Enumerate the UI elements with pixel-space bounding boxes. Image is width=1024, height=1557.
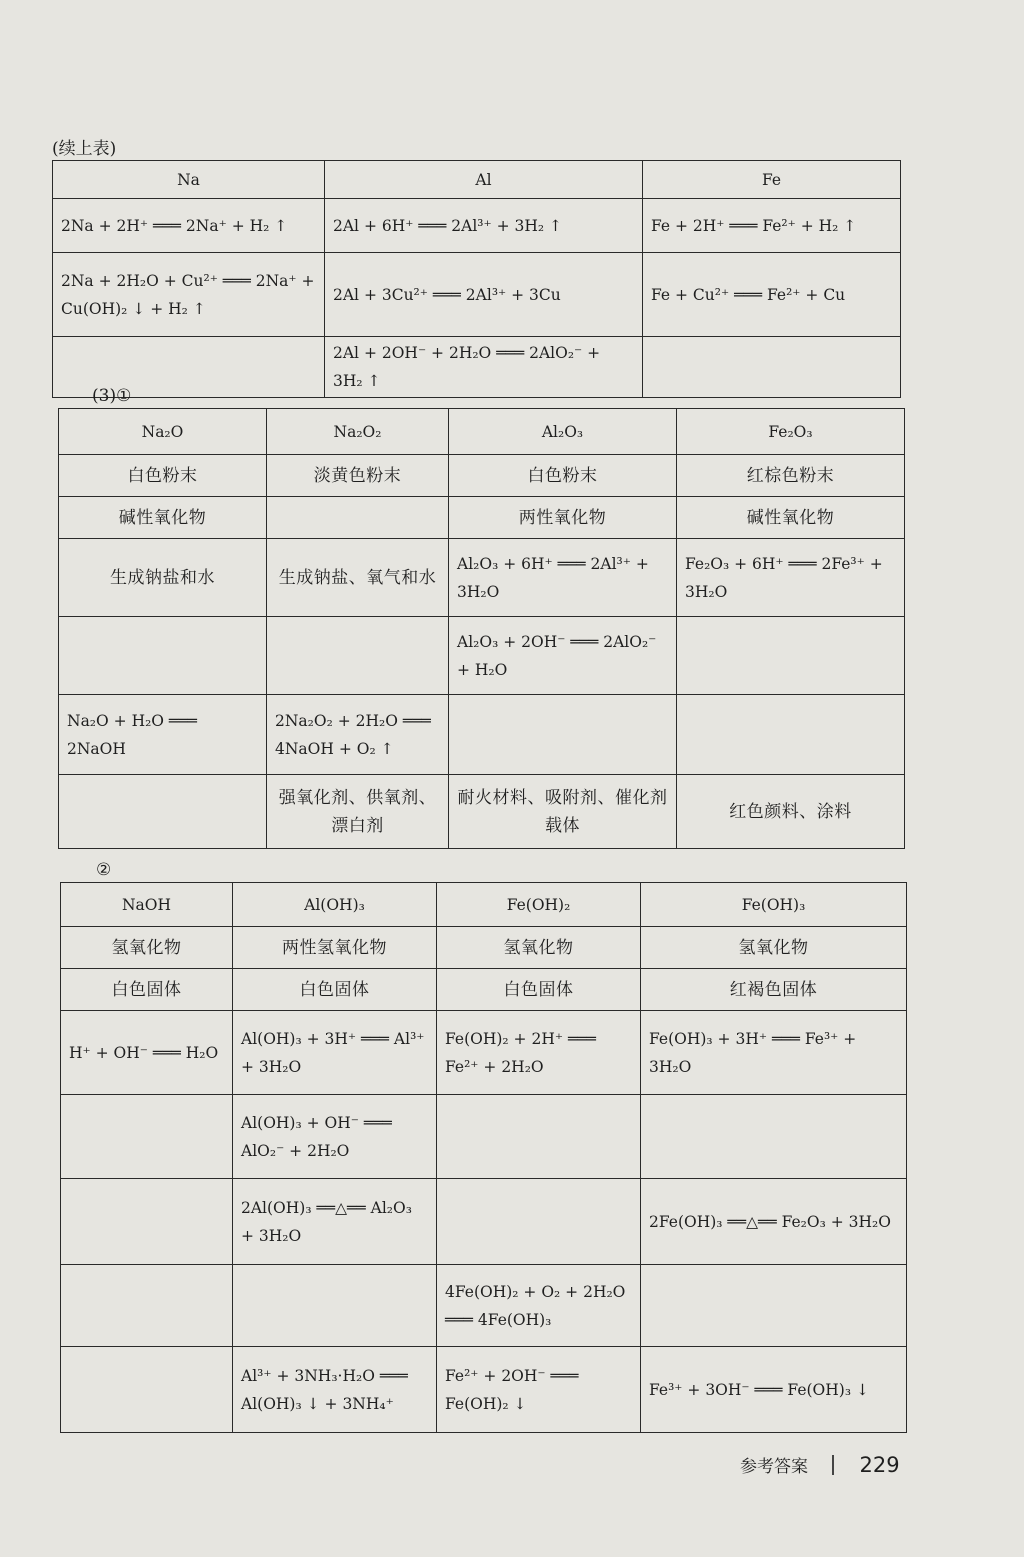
header-na: Na	[53, 161, 325, 199]
cell: 强氧化剂、供氧剂、漂白剂	[267, 775, 449, 849]
header-al2o3: Al₂O₃	[449, 409, 677, 455]
cell: 两性氢氧化物	[233, 927, 437, 969]
cell	[267, 617, 449, 695]
cell: Al(OH)₃ + OH⁻ ═══ AlO₂⁻ + 2H₂O	[233, 1095, 437, 1179]
cell	[267, 497, 449, 539]
cell	[677, 695, 905, 775]
cell	[59, 775, 267, 849]
cell	[437, 1179, 641, 1265]
header-feoh2: Fe(OH)₂	[437, 883, 641, 927]
cell: 2Al + 6H⁺ ═══ 2Al³⁺ + 3H₂ ↑	[325, 199, 643, 253]
cell: 红褐色固体	[641, 969, 907, 1011]
cell: 2Na + 2H⁺ ═══ 2Na⁺ + H₂ ↑	[53, 199, 325, 253]
cell	[61, 1179, 233, 1265]
cell: 白色固体	[437, 969, 641, 1011]
cell: 碱性氧化物	[677, 497, 905, 539]
header-na2o: Na₂O	[59, 409, 267, 455]
cell	[449, 695, 677, 775]
cell	[437, 1095, 641, 1179]
cell: 红色颜料、涂料	[677, 775, 905, 849]
header-fe2o3: Fe₂O₃	[677, 409, 905, 455]
cell: 氢氧化物	[61, 927, 233, 969]
cell: 2Al(OH)₃ ══△══ Al₂O₃ + 3H₂O	[233, 1179, 437, 1265]
header-al: Al	[325, 161, 643, 199]
cell: Al₂O₃ + 6H⁺ ═══ 2Al³⁺ + 3H₂O	[449, 539, 677, 617]
cell: Fe + Cu²⁺ ═══ Fe²⁺ + Cu	[643, 253, 901, 337]
cell: 2Na₂O₂ + 2H₂O ═══ 4NaOH + O₂ ↑	[267, 695, 449, 775]
section-2-label: ②	[96, 860, 112, 880]
cell: 生成钠盐、氧气和水	[267, 539, 449, 617]
cell: Al₂O₃ + 2OH⁻ ═══ 2AlO₂⁻ + H₂O	[449, 617, 677, 695]
page-number: 229	[859, 1452, 900, 1477]
cell: 2Al + 3Cu²⁺ ═══ 2Al³⁺ + 3Cu	[325, 253, 643, 337]
cell	[641, 1095, 907, 1179]
cell	[233, 1265, 437, 1347]
cell	[643, 337, 901, 398]
continued-label: (续上表)	[52, 139, 117, 159]
header-naoh: NaOH	[61, 883, 233, 927]
cell: 4Fe(OH)₂ + O₂ + 2H₂O ═══ 4Fe(OH)₃	[437, 1265, 641, 1347]
header-aloh3: Al(OH)₃	[233, 883, 437, 927]
cell: 氢氧化物	[437, 927, 641, 969]
cell: 两性氧化物	[449, 497, 677, 539]
header-na2o2: Na₂O₂	[267, 409, 449, 455]
header-fe: Fe	[643, 161, 901, 199]
section-3-label: (3)①	[92, 386, 132, 406]
cell: Fe + 2H⁺ ═══ Fe²⁺ + H₂ ↑	[643, 199, 901, 253]
metal-reactions-table	[52, 160, 901, 398]
cell: 氢氧化物	[641, 927, 907, 969]
cell	[677, 617, 905, 695]
cell	[59, 617, 267, 695]
cell: 白色粉末	[59, 455, 267, 497]
cell: 白色粉末	[449, 455, 677, 497]
cell: 碱性氧化物	[59, 497, 267, 539]
cell: 耐火材料、吸附剂、催化剂载体	[449, 775, 677, 849]
cell: Al³⁺ + 3NH₃·H₂O ═══ Al(OH)₃ ↓ + 3NH₄⁺	[233, 1347, 437, 1433]
footer-section-title: 参考答案	[740, 1457, 808, 1477]
cell	[61, 1265, 233, 1347]
cell: 生成钠盐和水	[59, 539, 267, 617]
header-feoh3: Fe(OH)₃	[641, 883, 907, 927]
footer-divider	[832, 1455, 834, 1475]
cell: 2Al + 2OH⁻ + 2H₂O ═══ 2AlO₂⁻ + 3H₂ ↑	[325, 337, 643, 398]
cell	[641, 1265, 907, 1347]
cell: H⁺ + OH⁻ ═══ H₂O	[61, 1011, 233, 1095]
cell: Al(OH)₃ + 3H⁺ ═══ Al³⁺ + 3H₂O	[233, 1011, 437, 1095]
cell: Fe³⁺ + 3OH⁻ ═══ Fe(OH)₃ ↓	[641, 1347, 907, 1433]
cell: 淡黄色粉末	[267, 455, 449, 497]
cell: Fe₂O₃ + 6H⁺ ═══ 2Fe³⁺ + 3H₂O	[677, 539, 905, 617]
cell	[61, 1095, 233, 1179]
oxides-table	[58, 408, 905, 849]
cell: Fe²⁺ + 2OH⁻ ═══ Fe(OH)₂ ↓	[437, 1347, 641, 1433]
cell: Fe(OH)₂ + 2H⁺ ═══ Fe²⁺ + 2H₂O	[437, 1011, 641, 1095]
cell	[61, 1347, 233, 1433]
cell: 白色固体	[233, 969, 437, 1011]
cell: Na₂O + H₂O ═══ 2NaOH	[59, 695, 267, 775]
cell: 2Fe(OH)₃ ══△══ Fe₂O₃ + 3H₂O	[641, 1179, 907, 1265]
cell: 红棕色粉末	[677, 455, 905, 497]
cell: 2Na + 2H₂O + Cu²⁺ ═══ 2Na⁺ + Cu(OH)₂ ↓ + H₂ ↑	[53, 253, 325, 337]
cell: 白色固体	[61, 969, 233, 1011]
page-footer	[740, 1452, 900, 1477]
cell: Fe(OH)₃ + 3H⁺ ═══ Fe³⁺ + 3H₂O	[641, 1011, 907, 1095]
hydroxides-table	[60, 882, 907, 1433]
